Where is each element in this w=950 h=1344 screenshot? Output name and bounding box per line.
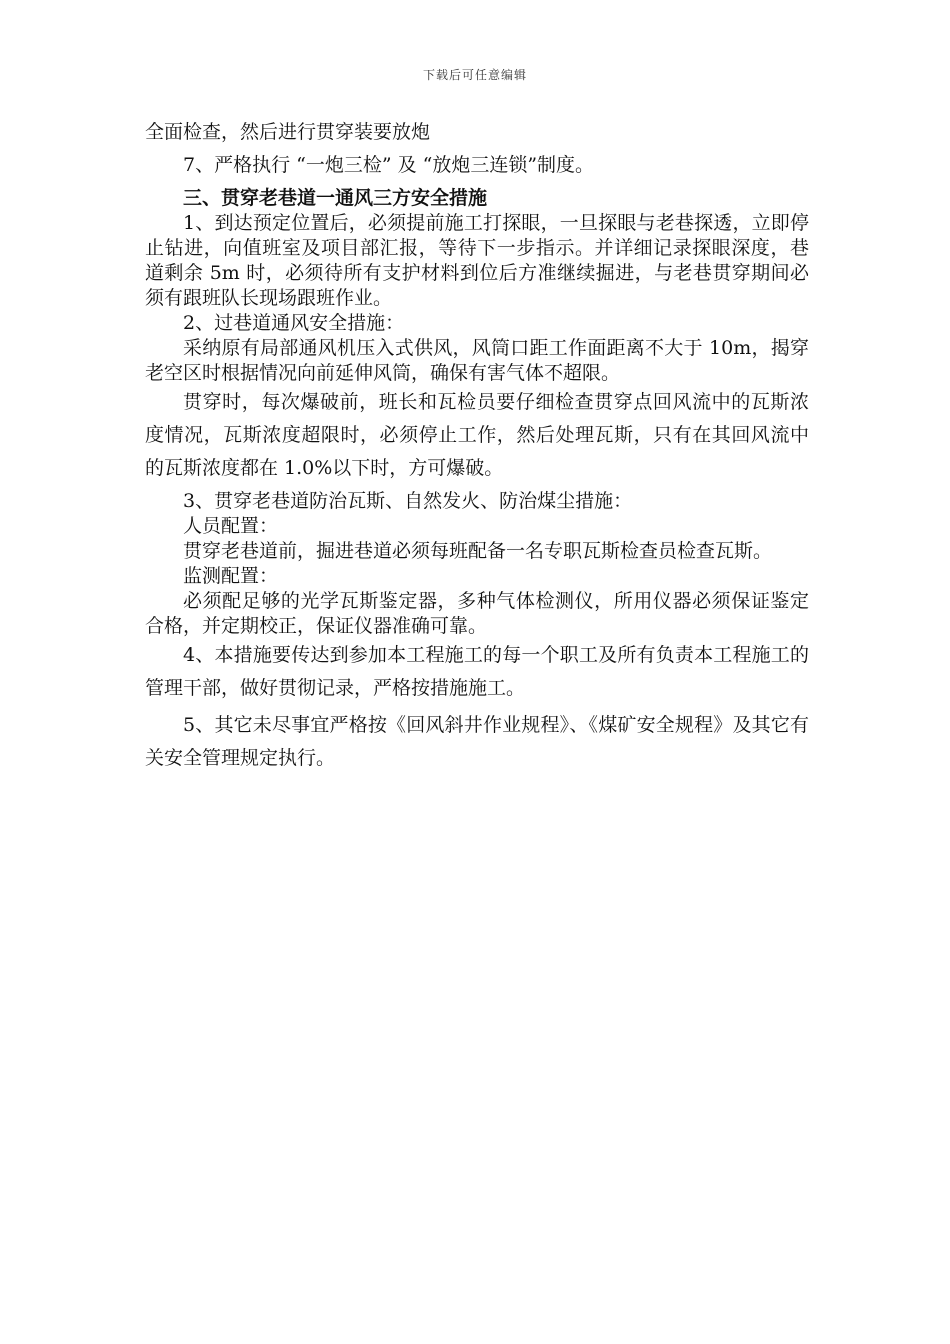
paragraph-item-5: 5、其它未尽事宜严格按《回风斜井作业规程》、《煤矿安全规程》及其它有关安全管理规定执行。 xyxy=(145,714,809,769)
paragraph-item-1: 1、到达预定位置后，必须提前施工打探眼，一旦探眼与老巷探透，立即停止钻进，向值班室及项目部汇报，等待下一步指示。并详细记录探眼深度，巷道剩余 5m 时，必须待所有支护材料到位后方准继续掘进，与老巷贯穿期间必须有跟班队长现场跟班作业。 xyxy=(145,212,809,309)
paragraph-continuation: 全面检查，然后进行贯穿装要放炮 xyxy=(145,121,431,143)
section-heading-3: 三、贯穿老巷道一通风三方安全措施 xyxy=(183,187,488,209)
paragraph-item-3: 3、贯穿老巷道防治瓦斯、自然发火、防治煤尘措施： xyxy=(183,490,633,512)
document-body xyxy=(145,120,809,775)
download-note: 下载后可任意编辑 xyxy=(422,68,527,82)
paragraph-item-2: 2、过巷道通风安全措施： xyxy=(183,312,405,334)
paragraph-item-4: 4、本措施要传达到参加本工程施工的每一个职工及所有负责本工程施工的管理干部，做好贯彻记录，严格按措施施工。 xyxy=(145,644,809,699)
paragraph-item-7: 7、严格执行 “一炮三检” 及 “放炮三连锁”制度。 xyxy=(183,154,595,176)
subheading-personnel: 人员配置： xyxy=(183,515,279,537)
paragraph-ventilation: 采纳原有局部通风机压入式供风，风筒口距工作面距离不大于 10m，揭穿老空区时根据情况向前延伸风筒，确保有害气体不超限。 xyxy=(145,337,809,384)
paragraph-blasting: 贯穿时，每次爆破前，班长和瓦检员要仔细检查贯穿点回风流中的瓦斯浓度情况，瓦斯浓度超限时，必须停止工作，然后处理瓦斯，只有在其回风流中的瓦斯浓度都在 1.0%以下时，方可爆破。 xyxy=(145,391,809,479)
paragraph-monitoring: 必须配足够的光学瓦斯鉴定器，多种气体检测仪，所用仪器必须保证鉴定合格，并定期校正，保证仪器准确可靠。 xyxy=(145,590,809,637)
paragraph-personnel: 贯穿老巷道前，掘进巷道必须每班配备一名专职瓦斯检查员检查瓦斯。 xyxy=(183,540,773,562)
subheading-monitoring: 监测配置： xyxy=(183,565,279,587)
